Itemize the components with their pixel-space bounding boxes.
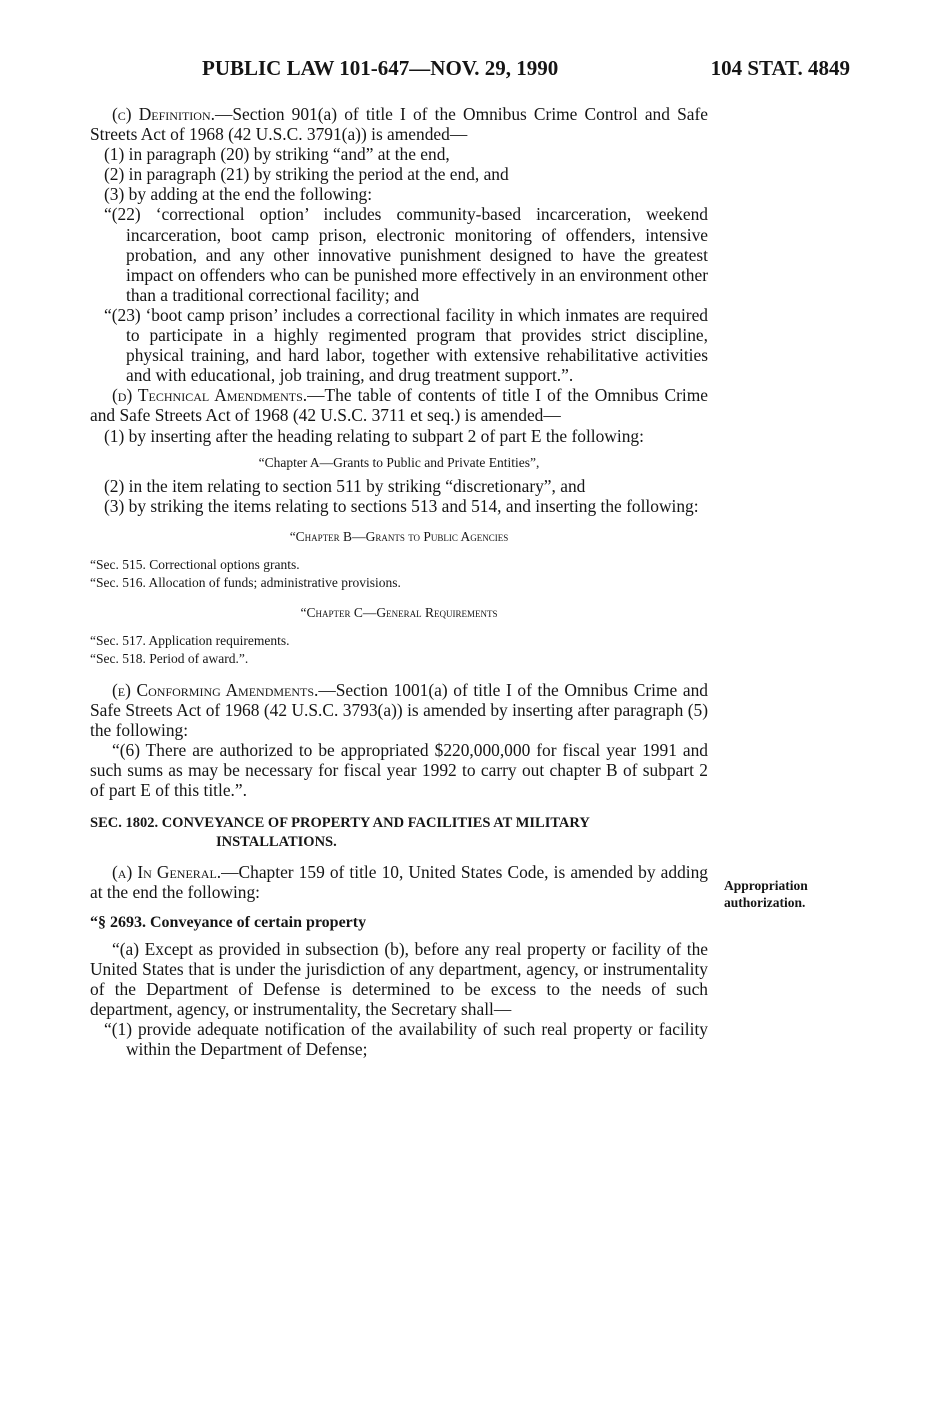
subsection-d-text: —The table of contents of title I of the Omnibus Crime and Safe Streets Act of 1968 (42 U.S.C. 3711 et seq.) is amended— — [90, 385, 708, 426]
subsection-c-item-2: (2) in paragraph (21) by striking the period at the end, and — [104, 164, 509, 185]
section-1802-subsection-a — [90, 862, 708, 902]
subsection-c-text: —Section 901(a) of title I of the Omnibus Crime Control and Safe Streets Act of 1968 (42 U.S.C. 3791(a)) is amended— — [90, 104, 708, 145]
subsection-c-label: (c) Definition. — [112, 104, 215, 124]
subsection-d-item-1: (1) by inserting after the heading relating to subpart 2 of part E the following: — [104, 425, 644, 446]
quoted-paragraph-6: “(6) There are authorized to be appropriated $220,000,000 for fiscal year 1991 and such sums as may be necessary for fiscal year 1992 to carry out chapter B of subpart 2 of part E of this title.”. — [90, 740, 708, 801]
section-2693-paragraph-a: “(a) Except as provided in subsection (b), before any real property or facility of the United States that is under the jurisdiction of any department, agency, or instrumentality of the Department of Defense is determined to be excess to the needs of such department, agency, or instrumentality, the Secretary shall— — [90, 938, 708, 1019]
margin-note-line-2: authorization. — [724, 895, 806, 910]
margin-note — [724, 877, 844, 911]
subsection-c-item-1: (1) in paragraph (20) by striking “and” at the end, — [104, 144, 450, 165]
chapter-a-heading: “Chapter A—Grants to Public and Private Entities”, — [258, 454, 540, 470]
header-title: PUBLIC LAW 101-647—NOV. 29, 1990 — [202, 56, 559, 80]
subsection-c — [90, 104, 708, 144]
section-1802-heading-line-2: INSTALLATIONS. — [216, 834, 337, 851]
subsection-e-label: (e) Conforming Amendments. — [112, 679, 319, 700]
section-1802-a-text: —Chapter 159 of title 10, United States Code, is amended by adding at the end the following: — [90, 862, 708, 903]
subsection-c-item-3: (3) by adding at the end the following: — [104, 184, 373, 205]
section-1802-heading — [90, 814, 708, 852]
margin-note-line-1: Appropriation — [724, 878, 808, 893]
section-1802-heading-line-1: SEC. 1802. CONVEYANCE OF PROPERTY AND FACILITIES AT MILITARY — [90, 815, 590, 832]
toc-sec-515: “Sec. 515. Correctional options grants. — [90, 556, 300, 572]
quoted-paragraph-23: “(23) ‘boot camp prison’ includes a correctional facility in which inmates are required to participate in a highly regimented program that provides strict discipline, physical training, and hard labor, together with extensive rehabilitative activities and with educational, job training, and drug treatment support.”. — [104, 304, 708, 386]
quoted-paragraph-22: “(22) ‘correctional option’ includes community-based incarceration, weekend incarceration, boot camp prison, electronic monitoring of offenders, intensive probation, and any other innovative punishment designed to have the greatest impact on offenders who can be punished more effectively in an environment other than a traditional correctional facility; and — [104, 204, 708, 305]
subsection-e-text: —Section 1001(a) of title I of the Omnibus Crime and Safe Streets Act of 1968 (42 U.S.C. 3793(a)) is amended by inserting after paragraph (5) the following: — [90, 679, 708, 740]
section-2693-item-1: “(1) provide adequate notification of the availability of such real property or facility within the Department of Defense; — [104, 1018, 708, 1059]
chapter-b-heading: “Chapter B—Grants to Public Agencies — [289, 528, 509, 544]
section-2693-heading: “§ 2693. Conveyance of certain property — [90, 913, 367, 931]
subsection-d-label: (d) Technical Amendments. — [112, 385, 308, 406]
main-text-column — [90, 104, 708, 1059]
page-header — [90, 56, 850, 86]
section-1802-a-label: (a) In General. — [112, 862, 222, 883]
toc-sec-516: “Sec. 516. Allocation of funds; administrative provisions. — [90, 574, 401, 590]
header-stat-number: 104 STAT. 4849 — [710, 56, 850, 80]
chapter-c-heading: “Chapter C—General Requirements — [300, 604, 498, 620]
subsection-d-item-2: (2) in the item relating to section 511 by striking “discretionary”, and — [104, 475, 586, 496]
subsection-d-item-3: (3) by striking the items relating to sections 513 and 514, and inserting the following: — [104, 495, 699, 516]
subsection-e — [90, 680, 708, 740]
toc-sec-518: “Sec. 518. Period of award.”. — [90, 650, 249, 666]
toc-sec-517: “Sec. 517. Application requirements. — [90, 632, 290, 648]
subsection-d — [90, 385, 708, 425]
